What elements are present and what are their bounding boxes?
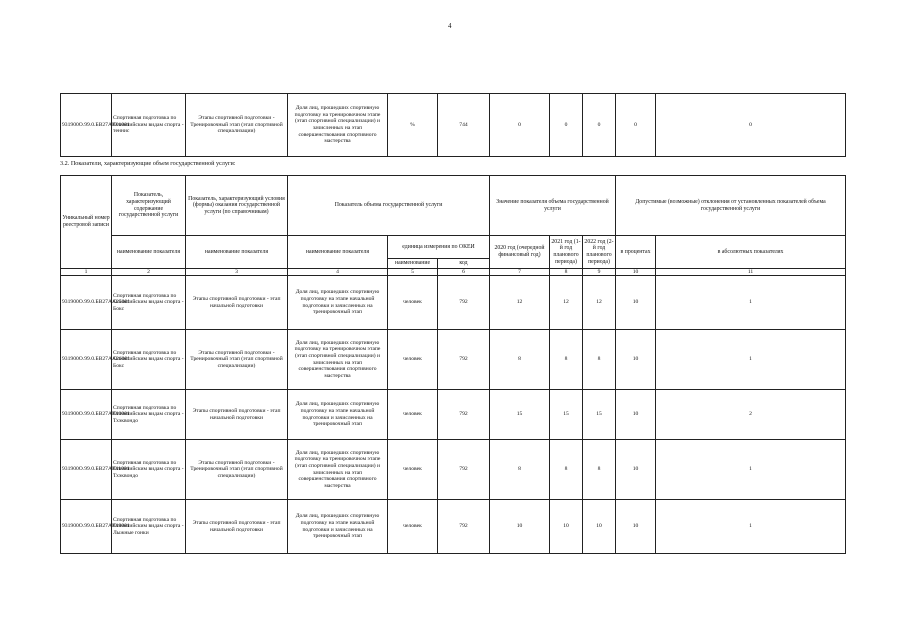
table-cell: Спортивная подготовка по Олимпийским видам спорта - теннис [112,94,186,157]
table-cell: % [388,94,438,157]
column-number-cell: 11 [656,269,846,276]
table-cell: Этапы спортивной подготовки - Тренировочный этап (этап спортивной специализации) [186,330,288,390]
table-row [61,330,846,390]
table-cell: Доля лиц, прошедших спортивную подготовку на этапе начальной подготовки и зачисленных на тренировочный этап [288,276,388,330]
table-cell: 10 [616,276,656,330]
table-cell: человек [388,276,438,330]
section-title: 3.2. Показатели, характеризующие объем государственной услуги: [60,160,236,167]
table-cell: 10 [616,390,656,440]
table-cell: 8 [583,330,616,390]
table-cell: Спортивная подготовка по Олимпийским видам спорта - Тхэквондо [112,440,186,500]
header-dev-percent: в процентах [616,236,656,269]
table-cell: человек [388,440,438,500]
column-number-cell: 4 [288,269,388,276]
table-cell: 931900О.99.0.БВ27АВ10001 [61,390,112,440]
header-year-2022: 2022 год (2-й год планового периода) [583,236,616,269]
table-cell: 8 [550,440,583,500]
table-cell: 15 [550,390,583,440]
table-cell: 15 [583,390,616,440]
header-unit-code: код [438,259,490,269]
column-number-cell: 6 [438,269,490,276]
table-cell: Спортивная подготовка по Олимпийским видам спорта - Лыжные гонки [112,500,186,554]
table-row [61,500,846,554]
table-cell: Этапы спортивной подготовки - этап начальной подготовки [186,500,288,554]
table-cell: 12 [550,276,583,330]
column-number-cell: 1 [61,269,112,276]
table-cell: 792 [438,276,490,330]
header-unit-name: наименование [388,259,438,269]
header-conditions-name: наименование показателя [186,236,288,269]
table-cell: 792 [438,500,490,554]
header-unique-number: Уникальный номер реестровой записи [61,176,112,269]
table-cell: 10 [583,500,616,554]
table-cell: 15 [490,390,550,440]
table-row [61,390,846,440]
table-cell: 744 [438,94,490,157]
table-cell: 8 [583,440,616,500]
table-cell: 8 [550,330,583,390]
table-cell: Спортивная подготовка по Олимпийским видам спорта - Бокс [112,276,186,330]
table-cell: 1 [656,500,846,554]
table-cell: человек [388,500,438,554]
table-cell: 10 [490,500,550,554]
column-number-cell: 5 [388,269,438,276]
header-conditions-group: Показатель, характеризующий условия (формы) оказания государственной услуги (по справочникам) [186,176,288,236]
volume-indicators-table [60,175,846,554]
table-cell: Доля лиц, прошедших спортивную подготовку на этапе начальной подготовки и зачисленных на тренировочный этап [288,390,388,440]
table-cell: 0 [583,94,616,157]
table-cell: Доля лиц, прошедших спортивную подготовку на этапе начальной подготовки и зачисленных на тренировочный этап [288,500,388,554]
table-cell: Спортивная подготовка по Олимпийским видам спорта - Бокс [112,330,186,390]
header-content-name: наименование показателя [112,236,186,269]
table-cell: Спортивная подготовка по Олимпийским видам спорта - Тхэквондо [112,390,186,440]
column-number-cell: 7 [490,269,550,276]
table-cell: 0 [550,94,583,157]
table-cell: Доля лиц, прошедших спортивную подготовку на тренировочном этапе (этап спортивной специализации) и зачисленных на этап совершенствования спортивного мастерства [288,94,388,157]
table-cell: 12 [490,276,550,330]
table-cell: 1 [656,440,846,500]
table-row [61,440,846,500]
table-cell: 1 [656,330,846,390]
header-volume-group: Показатель объема государственной услуги [288,176,490,236]
table-cell: 10 [616,330,656,390]
table-cell: 0 [616,94,656,157]
column-number-cell: 10 [616,269,656,276]
table-row [61,94,846,157]
table-cell: 0 [490,94,550,157]
table-cell: Этапы спортивной подготовки - этап начальной подготовки [186,276,288,330]
table-cell: Доля лиц, прошедших спортивную подготовку на тренировочном этапе (этап спортивной специализации) и зачисленных на этап совершенствования спортивного мастерства [288,440,388,500]
table-cell: 1 [656,276,846,330]
table-cell: 8 [490,440,550,500]
table-cell: 931900О.99.0.БВ27АА25001 [61,276,112,330]
header-year-2020: 2020 год (очередной финансовый год) [490,236,550,269]
header-year-2021: 2021 год (1-й год планового периода) [550,236,583,269]
header-value-group: Значение показателя объема государственной услуги [490,176,616,236]
table-cell: 10 [550,500,583,554]
table-cell: Доля лиц, прошедших спортивную подготовку на тренировочном этапе (этап спортивной специализации) и зачисленных на этап совершенствования спортивного мастерства [288,330,388,390]
header-unit-okei: единица измерения по ОКЕИ [388,236,490,259]
column-number-cell: 9 [583,269,616,276]
table-row [61,276,846,330]
column-number-row [61,269,846,276]
table-cell: Этапы спортивной подготовки - Тренировочный этап (этап спортивной специализации) [186,94,288,157]
page-number: 4 [448,22,452,30]
table-cell: 792 [438,330,490,390]
table-cell: 792 [438,390,490,440]
table-cell: Этапы спортивной подготовки - Тренировочный этап (этап спортивной специализации) [186,440,288,500]
table-cell: 931900О.99.0.БВ27АВ01001 [61,94,112,157]
table-cell: человек [388,390,438,440]
table-cell: человек [388,330,438,390]
column-number-cell: 2 [112,269,186,276]
table-cell: 8 [490,330,550,390]
header-content-group: Показатель, характеризующий содержание государственной услуги [112,176,186,236]
table-cell: Этапы спортивной подготовки - этап начальной подготовки [186,390,288,440]
column-number-cell: 8 [550,269,583,276]
table-cell: 12 [583,276,616,330]
quality-indicators-table [60,93,846,157]
table-cell: 792 [438,440,490,500]
table-cell: 10 [616,500,656,554]
table-cell: 10 [616,440,656,500]
table-cell: 2 [656,390,846,440]
table-cell: 931900О.99.0.БВ27АА26001 [61,330,112,390]
table-cell: 931900О.99.0.БВ27АВ18001 [61,500,112,554]
column-number-cell: 3 [186,269,288,276]
table-cell: 931900О.99.0.БВ27АВ11001 [61,440,112,500]
table-cell: 0 [656,94,846,157]
header-deviation-group: Допустимые (возможные) отклонения от установленных показателей объема государственной услуги [616,176,846,236]
header-volume-name: наименование показателя [288,236,388,269]
header-dev-absolute: в абсолютных показателях [656,236,846,269]
